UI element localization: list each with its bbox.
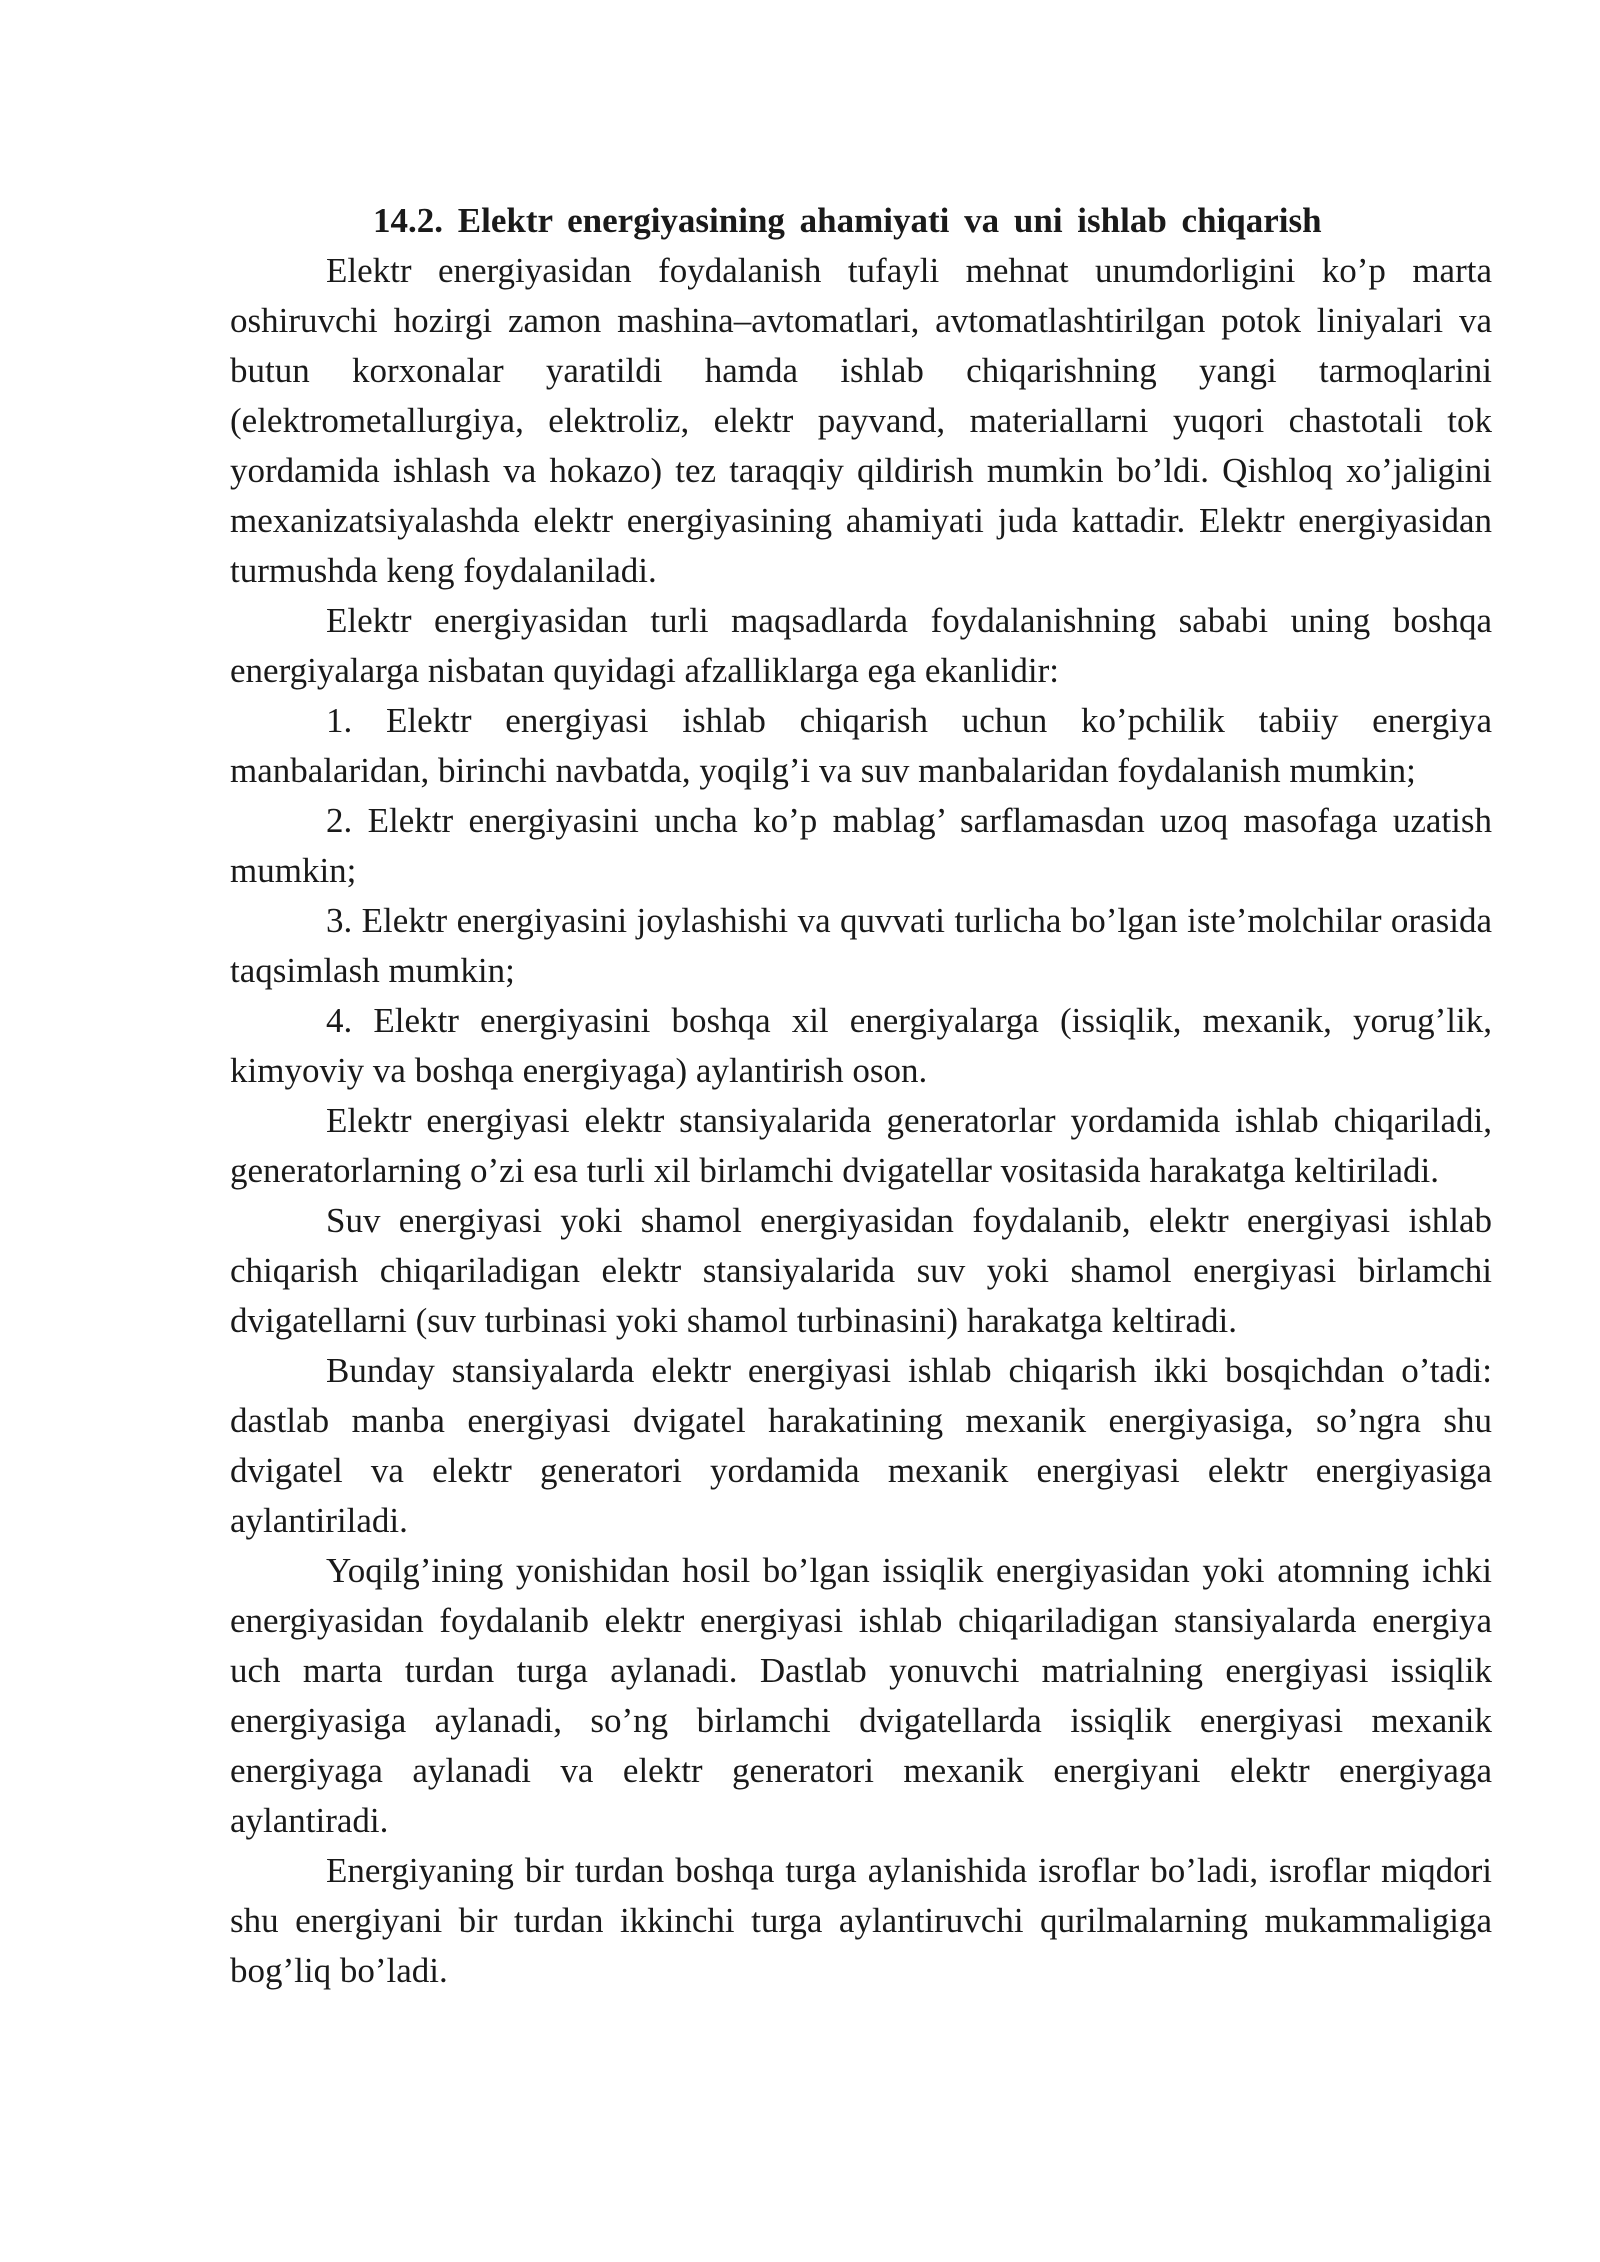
list-item-4: 4. Elektr energiyasini boshqa xil energiyalarga (issiqlik, mexanik, yorug’lik, kimyoviy va boshqa energiyaga) aylantirish oson. bbox=[230, 1001, 1492, 1090]
section-title: 14.2. Elektr energiyasining ahamiyati va uni ishlab chiqarish bbox=[373, 201, 1322, 240]
paragraph-losses: Energiyaning bir turdan boshqa turga aylanishida isroflar bo’ladi, isroflar miqdori shu energiyani bir turdan ikkinchi turga aylantiruvchi qurilmalarning mukammaligiga bog’liq bo’ladi. bbox=[230, 1851, 1492, 1990]
list-item-2: 2. Elektr energiyasini uncha ko’p mablag’ sarflamasdan uzoq masofaga uzatish mumkin; bbox=[230, 801, 1492, 890]
paragraph-intro: Elektr energiyasidan foydalanish tufayli mehnat unumdorligini ko’p marta oshiruvchi hozirgi zamon mashina–avtomatlari, avtomatlashtirilgan potok liniyalari va butun korxonalar yaratildi hamda ishlab chiqarishning yangi tarmoqlarini (elektrometallurgiya, elektroliz, elektr payvand, materiallarni yuqori chastotali tok yordamida ishlash va hokazo) tez taraqqiy qildirish mumkin bo’ldi. Qishloq xo’jaligini mexanizatsiyalashda elektr energiyasining ahamiyati juda kattadir. Elektr energiyasidan turmushda keng foydalaniladi. bbox=[230, 251, 1492, 590]
list-item-1: 1. Elektr energiyasi ishlab chiqarish uchun ko’pchilik tabiiy energiya manbalaridan, birinchi navbatda, yoqilg’i va suv manbalaridan foydalanish mumkin; bbox=[230, 701, 1492, 790]
paragraph-generators: Elektr energiyasi elektr stansiyalarida generatorlar yordamida ishlab chiqariladi, generatorlarning o’zi esa turli xil birlamchi dvigatellar vositasida harakatga keltiriladi. bbox=[230, 1101, 1492, 1190]
list-item-3: 3. Elektr energiyasini joylashishi va quvvati turlicha bo’lgan iste’molchilar orasida taqsimlash mumkin; bbox=[230, 901, 1492, 990]
paragraph-advantages-intro: Elektr energiyasidan turli maqsadlarda foydalanishning sababi uning boshqa energiyalarga nisbatan quyidagi afzalliklarga ega ekanlidir: bbox=[230, 601, 1492, 690]
document-body bbox=[230, 196, 1492, 1996]
paragraph-thermal: Yoqilg’ining yonishidan hosil bo’lgan issiqlik energiyasidan yoki atomning ichki energiyasidan foydalanib elektr energiyasi ishlab chiqariladigan stansiyalarda energiya uch marta turdan turga aylanadi. Dastlab yonuvchi matrialning energiyasi issiqlik energiyasiga aylanadi, so’ng birlamchi dvigatellarda issiqlik energiyasi mexanik energiyaga aylanadi va elektr generatori mexanik energiyani elektr energiyaga aylantiradi. bbox=[230, 1551, 1492, 1840]
paragraph-two-stages: Bunday stansiyalarda elektr energiyasi ishlab chiqarish ikki bosqichdan o’tadi: dastlab manba energiyasi dvigatel harakatining mexanik energiyasiga, so’ngra shu dvigatel va elektr generatori yordamida mexanik energiyasi elektr energiyasiga aylantiriladi. bbox=[230, 1351, 1492, 1540]
paragraph-water-wind: Suv energiyasi yoki shamol energiyasidan foydalanib, elektr energiyasi ishlab chiqarish chiqariladigan elektr stansiyalarida suv yoki shamol energiyasi birlamchi dvigatellarni (suv turbinasi yoki shamol turbinasini) harakatga keltiradi. bbox=[230, 1201, 1492, 1340]
